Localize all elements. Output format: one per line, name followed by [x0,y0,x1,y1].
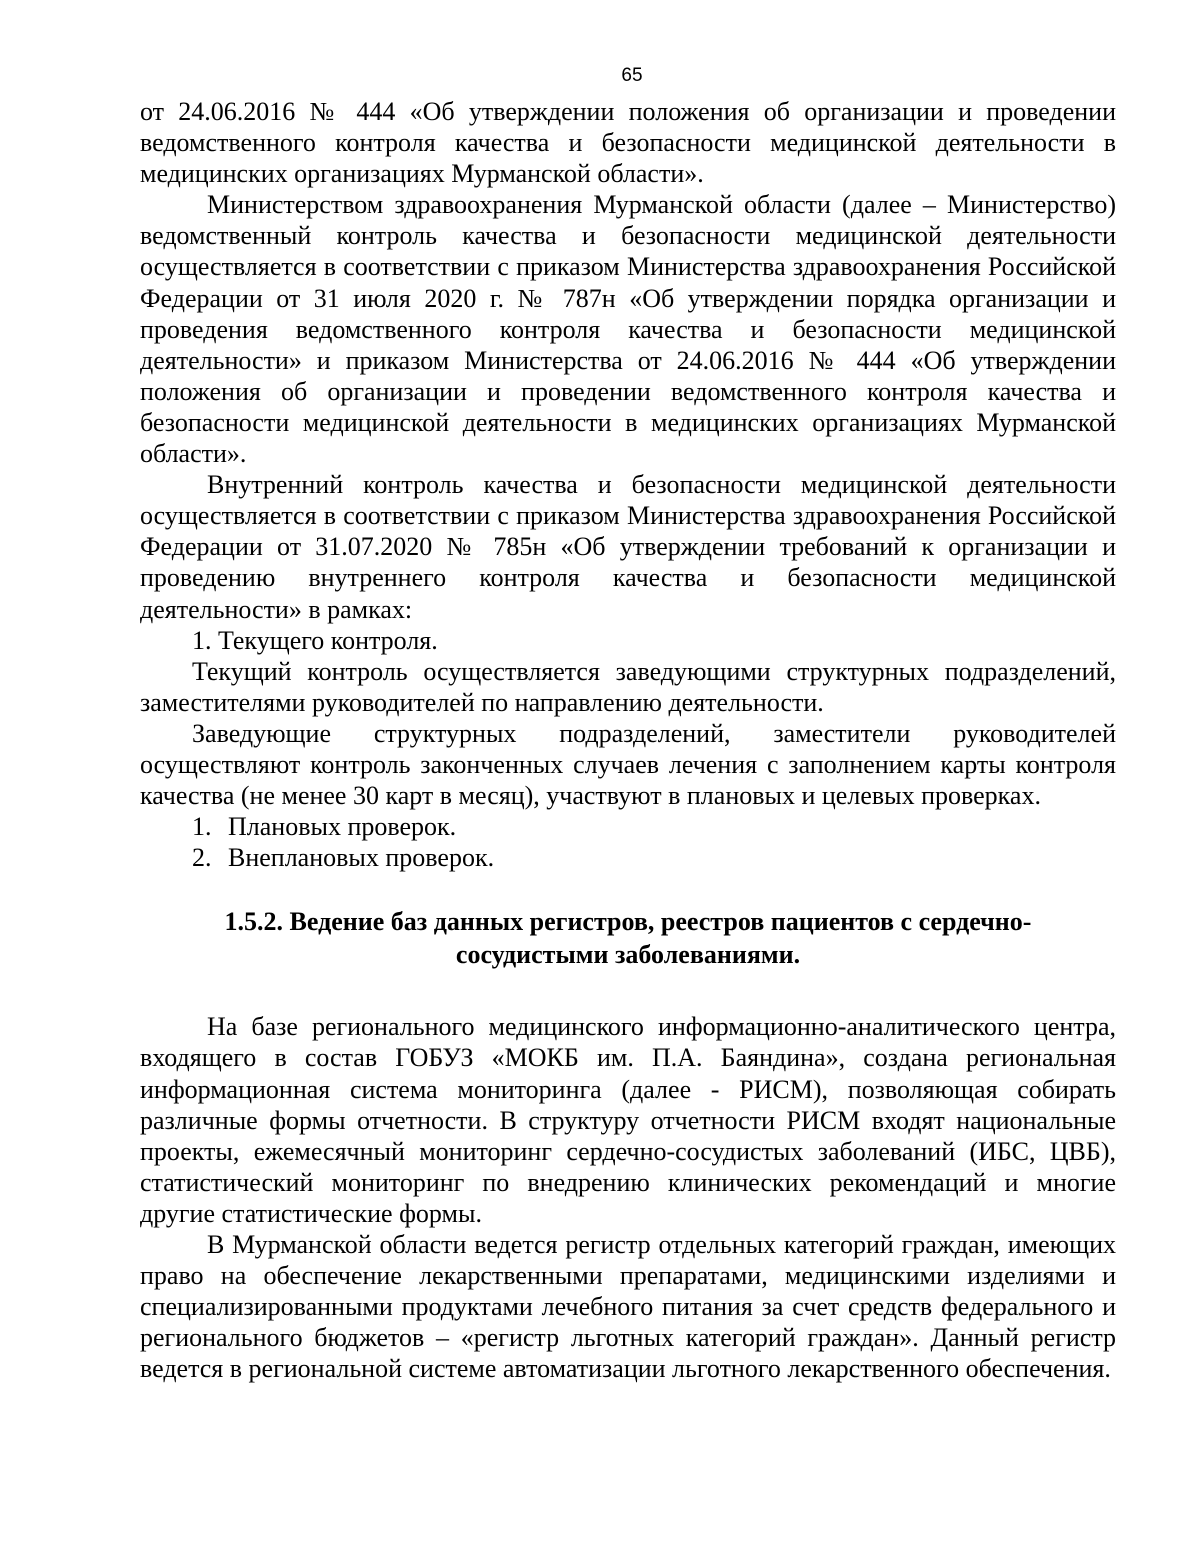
paragraph-continuation: от 24.06.2016 № 444 «Об утверждении положения об организации и проведении ведомственного контроля качества и безопасности медицинской деятельности в медицинских организациях Мурманской области». [140,97,1116,189]
paragraph-heads-of-departments: Заведующие структурных подразделений, заместители руководителей осуществляют контроль законченных случаев лечения с заполнением карты контроля качества (не менее 30 карт в месяц), участвуют в плановых и целевых проверках. [140,718,1116,811]
paragraph-internal-control: Внутренний контроль качества и безопасности медицинской деятельности осуществляется в соответствии с приказом Министерства здравоохранения Российской Федерации от 31.07.2020 № 785н «Об утверждении требований к организации и проведению внутреннего контроля качества и безопасности медицинской деятельности» в рамках: [140,470,1116,624]
document-page [140,66,1116,1384]
list-item-planned-checks [140,811,1116,842]
section-heading: 1.5.2. Ведение баз данных регистров, реестров пациентов с сердечно-сосудистыми заболеваниями. [224,907,1032,970]
paragraph-benefit-register: В Мурманской области ведется регистр отдельных категорий граждан, имеющих право на обеспечение лекарственными препаратами, медицинскими изделиями и специализированными продуктами лечебного питания за счет средств федерального и регионального бюджетов – «регистр льготных категорий граждан». Данный регистр ведется в региональной системе автоматизации льготного лекарственного обеспечения. [140,1230,1116,1384]
list-number: 2. [192,843,212,873]
page-number: 65 [621,65,643,86]
list-item-unplanned-checks [140,842,1116,873]
list-item-current-control: 1. Текущего контроля. [192,625,438,655]
list-text: Внеплановых проверок. [228,843,495,873]
list-text: Плановых проверок. [228,812,457,842]
paragraph-current-control: Текущий контроль осуществляется заведующими структурных подразделений, заместителями руководителей по направлению деятельности. [140,656,1116,717]
list-number: 1. [192,812,212,842]
paragraph-ministry-control: Министерством здравоохранения Мурманской области (далее – Министерство) ведомственный контроль качества и безопасности медицинской деятельности осуществляется в соответствии с приказом Министерства здравоохранения Российской Федерации от 31 июля 2020 г. № 787н «Об утверждении порядка организации и проведения ведомственного контроля качества и безопасности медицинской деятельности» и приказом Министерства от 24.06.2016 № 444 «Об утверждении положения об организации и проведении ведомственного контроля качества и безопасности медицинской деятельности в медицинских организациях Мурманской области». [140,190,1116,469]
paragraph-rism: На базе регионального медицинского информационно-аналитического центра, входящего в состав ГОБУЗ «МОКБ им. П.А. Баяндина», создана региональная информационная система мониторинга (далее - РИСМ), позволяющая собирать различные формы отчетности. В структуру отчетности РИСМ входят национальные проекты, ежемесячный мониторинг сердечно-сосудистых заболеваний (ИБС, ЦВБ), статистический мониторинг по внедрению клинических рекомендаций и многие другие статистические формы. [140,1012,1116,1228]
